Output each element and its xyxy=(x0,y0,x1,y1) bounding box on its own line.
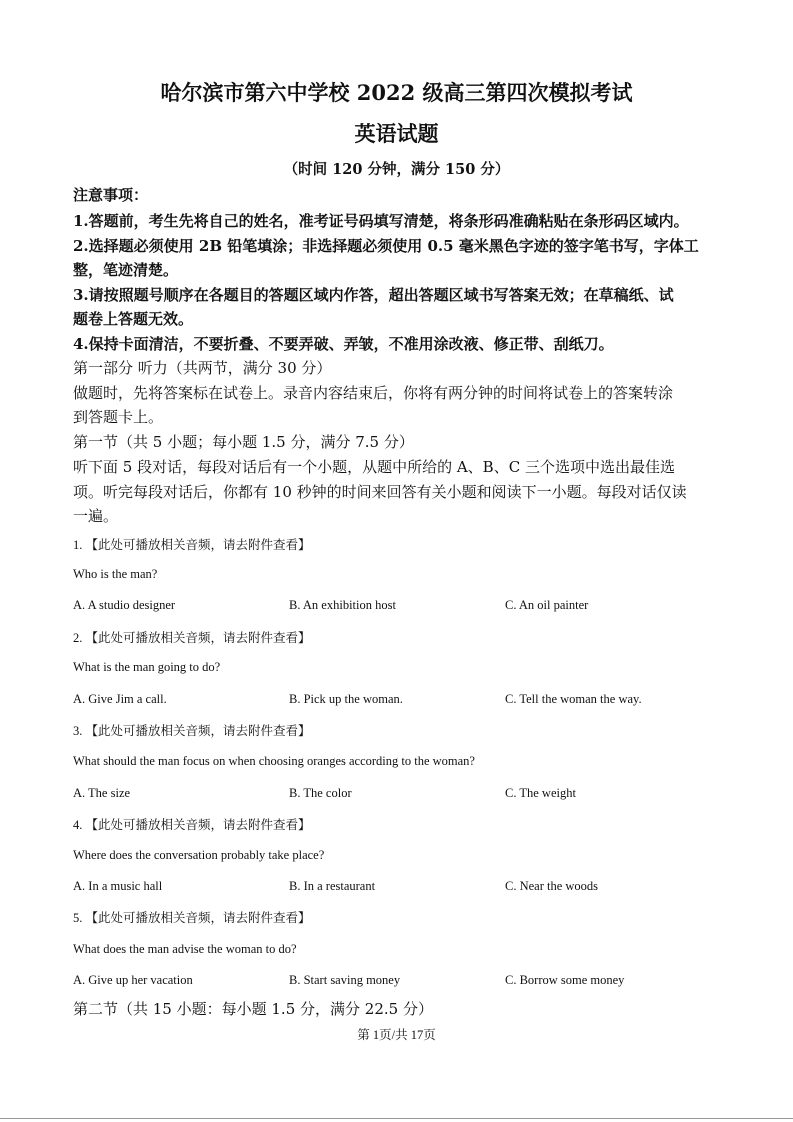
option-a: A. The size xyxy=(73,786,131,800)
part1-intro-line: 到答题卡上。 xyxy=(73,408,164,426)
question-text: What is the man going to do? xyxy=(73,660,221,674)
note-line: 2.选择题必须使用 2B 铅笔填涂；非选择题必须使用 0.5 毫米黑色字迹的签字笔书写，字体工 xyxy=(73,237,699,255)
bottom-divider xyxy=(0,1118,793,1119)
note-line: 整，笔迹清楚。 xyxy=(73,261,179,279)
option-a: A. Give up her vacation xyxy=(73,973,193,987)
section1-heading: 第一节（共 5 小题；每小题 1.5 分，满分 7.5 分） xyxy=(73,433,414,451)
audio-placeholder[interactable]: 4. 【此处可播放相关音频，请去附件查看】 xyxy=(73,818,311,832)
section1-intro-line: 一遍。 xyxy=(73,507,119,525)
subject-title: 英语试题 xyxy=(354,121,439,146)
option-a: A. A studio designer xyxy=(73,598,176,612)
option-c: C. An oil painter xyxy=(505,598,589,612)
question-text: What should the man focus on when choosing oranges according to the woman? xyxy=(73,754,475,768)
exam-title: 哈尔滨市第六中学校 2022 级高三第四次模拟考试 xyxy=(160,80,633,105)
notes-heading: 注意事项： xyxy=(73,186,149,204)
question-text: What does the man advise the woman to do? xyxy=(73,942,297,956)
page-number: 第 1页/共 17页 xyxy=(357,1028,436,1042)
section2-heading: 第二节（共 15 小题：每小题 1.5 分，满分 22.5 分） xyxy=(73,1000,433,1018)
option-c: C. The weight xyxy=(505,786,576,800)
option-c: C. Near the woods xyxy=(505,879,599,893)
note-line: 3.请按照题号顺序在各题目的答题区域内作答，超出答题区域书写答案无效；在草稿纸、试 xyxy=(73,286,674,304)
option-b: B. Start saving money xyxy=(289,973,401,987)
note-line: 4.保持卡面清洁，不要折叠、不要弄破、弄皱，不准用涂改液、修正带、刮纸刀。 xyxy=(73,335,614,353)
option-b: B. The color xyxy=(289,786,352,800)
audio-placeholder[interactable]: 3. 【此处可播放相关音频，请去附件查看】 xyxy=(73,724,311,738)
note-line: 1.答题前，考生先将自己的姓名，准考证号码填写清楚，将条形码准确粘贴在条形码区域内。 xyxy=(73,212,689,230)
option-c: C. Tell the woman the way. xyxy=(505,692,642,706)
option-b: B. Pick up the woman. xyxy=(289,692,403,706)
question-text: Where does the conversation probably take place? xyxy=(73,848,325,862)
section1-intro-line: 听下面 5 段对话，每段对话后有一个小题，从题中所给的 A、B、C 三个选项中选出最佳选 xyxy=(73,458,675,476)
option-a: A. In a music hall xyxy=(73,879,163,893)
section1-intro-line: 项。听完每段对话后，你都有 10 秒钟的时间来回答有关小题和阅读下一小题。每段对话仅读 xyxy=(73,483,687,501)
note-line: 题卷上答题无效。 xyxy=(73,310,194,328)
question-text: Who is the man? xyxy=(73,567,158,581)
audio-placeholder[interactable]: 5. 【此处可播放相关音频，请去附件查看】 xyxy=(73,911,311,925)
part1-intro-line: 做题时，先将答案标在试卷上。录音内容结束后，你将有两分钟的时间将试卷上的答案转涂 xyxy=(73,384,674,402)
option-a: A. Give Jim a call. xyxy=(73,692,167,706)
audio-placeholder[interactable]: 2. 【此处可播放相关音频，请去附件查看】 xyxy=(73,631,311,645)
audio-placeholder[interactable]: 1. 【此处可播放相关音频，请去附件查看】 xyxy=(73,538,311,552)
part1-heading: 第一部分 听力（共两节，满分 30 分） xyxy=(73,359,332,377)
time-info: （时间 120 分钟，满分 150 分） xyxy=(283,161,510,178)
option-b: B. In a restaurant xyxy=(289,879,376,893)
option-b: B. An exhibition host xyxy=(289,598,396,612)
option-c: C. Borrow some money xyxy=(505,973,625,987)
